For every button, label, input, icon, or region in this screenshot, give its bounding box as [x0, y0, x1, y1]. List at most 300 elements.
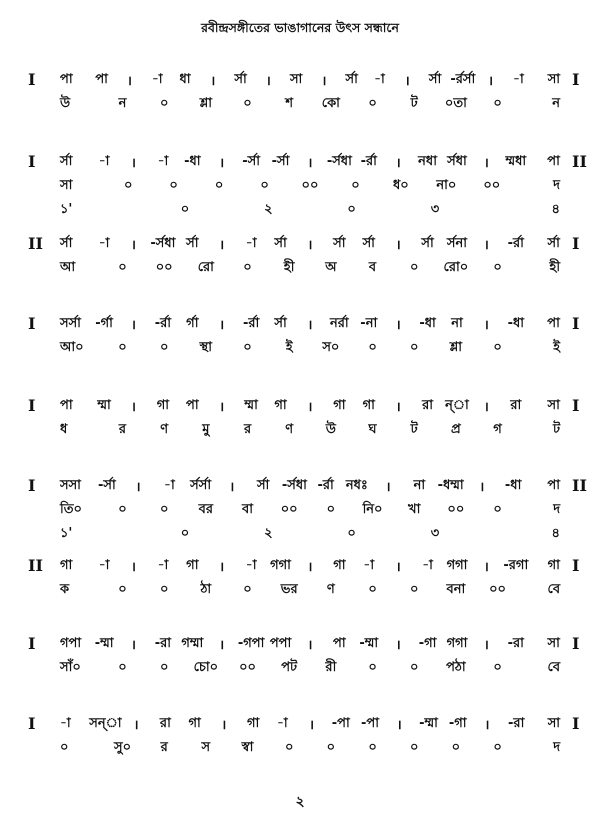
notation-token: ঠা: [200, 581, 212, 597]
bar-marker-left: I: [28, 476, 36, 495]
notation-token: -গা: [418, 635, 437, 651]
notation-token: -রা: [154, 635, 172, 651]
notation-token: ।: [126, 74, 132, 89]
bar-marker-left: I: [28, 634, 36, 653]
notation-token: -র্রর্সা: [450, 71, 476, 87]
notation-token: ০তা: [444, 95, 467, 111]
notation-token: ০: [409, 259, 419, 275]
notation-token: দ: [553, 177, 560, 193]
notation-token: রী: [325, 659, 337, 675]
notation-token: ।: [488, 74, 494, 89]
notation-token: ০: [326, 739, 336, 755]
notation-token: গ: [493, 421, 502, 437]
bar-marker-left: I: [28, 714, 36, 733]
notation-token: গা: [186, 557, 199, 573]
notation-token: উ: [60, 95, 71, 111]
notation-token: -পা: [361, 715, 380, 731]
notation-token: ।: [131, 400, 136, 415]
notation-token: ।: [483, 400, 489, 415]
notation-token: -রগা: [503, 557, 529, 573]
notation-token: -র্রা: [154, 315, 172, 331]
notation-token: র্সা: [186, 235, 199, 251]
notation-token: ০: [159, 501, 169, 517]
notation-token: ম্মধা: [505, 153, 527, 169]
notation-token: বর: [198, 501, 214, 517]
bar-marker-right: I: [572, 634, 580, 653]
notation-token: ।: [395, 560, 401, 575]
notation-token: ।: [229, 480, 235, 495]
notation-token: ০: [409, 739, 419, 755]
notation-token: স্থা: [199, 339, 213, 355]
notation-token: ৩: [430, 201, 440, 217]
bar-marker-left: II: [28, 234, 43, 253]
lyric-line: [60, 418, 560, 442]
notation-token: -া: [513, 71, 524, 87]
notation-token: ২: [264, 201, 273, 217]
notation-token: -র্রা: [360, 153, 377, 169]
notation-token: -র্সা: [97, 477, 116, 493]
swara-line: [60, 68, 560, 92]
notation-token: র: [243, 421, 252, 437]
notation-token: -া: [245, 557, 257, 573]
notation-token: গা: [274, 397, 287, 413]
notation-token: ।: [395, 318, 401, 333]
notation-token: তি০: [60, 501, 82, 517]
notation-token: ০: [493, 501, 502, 517]
notation-token: ০: [351, 177, 360, 193]
notation-token: ০: [493, 95, 502, 111]
notation-token: হী: [549, 259, 561, 275]
notation-token: ০০: [447, 501, 465, 517]
notation-token: পা: [95, 71, 108, 87]
notation-token: স০: [322, 339, 340, 355]
notation-token: র্সা: [547, 235, 560, 251]
swara-line: [60, 712, 560, 736]
notation-token: র্সা: [60, 153, 73, 169]
notation-token: শ: [285, 95, 294, 111]
notation-token: ৪: [551, 525, 560, 541]
notation-token: রা: [159, 715, 171, 731]
notation-token: সাঁ০: [60, 659, 81, 675]
lyric-line: [60, 92, 560, 116]
notation-token: ।: [395, 400, 401, 415]
notation-token: সা: [547, 397, 560, 413]
notation-token: ।: [479, 480, 485, 495]
notation-token: ০: [409, 581, 419, 597]
notation-token: ০: [368, 581, 377, 597]
notation-token: সা: [60, 177, 73, 193]
notation-token: -র্রা: [242, 315, 260, 331]
notation-token: ।: [131, 156, 136, 171]
notation-token: ।: [210, 74, 216, 89]
notation-token: -পা: [331, 715, 350, 731]
notation-token: শ্লা: [199, 95, 212, 111]
notation-token: র্সা: [428, 71, 442, 87]
notation-token: ।: [135, 480, 141, 495]
swara-line: [60, 474, 560, 498]
notation-token: র্সা: [60, 235, 73, 251]
notation-token: ০: [118, 581, 127, 597]
notation-token: রা: [510, 397, 522, 413]
notation-token: স্বা: [241, 739, 254, 755]
notation-token: র্সা: [274, 315, 287, 331]
notation-token: -ম্মা: [419, 715, 438, 731]
notation-token: ১': [60, 525, 73, 541]
notation-token: -ম্মা: [359, 635, 379, 651]
notation-token: ।: [483, 318, 489, 333]
swara-line: [60, 232, 560, 256]
notation-token: র: [118, 421, 127, 437]
notation-token: -ধম্মা: [437, 477, 464, 493]
notation-token: -না: [360, 315, 378, 331]
swara-line: [60, 150, 560, 174]
notation-token: ০: [368, 659, 377, 675]
lyric-line: [60, 656, 560, 680]
notation-token: ণ: [285, 421, 294, 437]
notation-token: ।: [321, 74, 327, 89]
notation-token: ০: [368, 95, 377, 111]
notation-token: ০: [260, 177, 269, 193]
notation-token: -া: [374, 71, 385, 87]
bar-marker-left: I: [28, 70, 36, 89]
lyric-line: [60, 336, 560, 360]
notation-token: অ: [325, 259, 337, 275]
notation-token: গা: [547, 557, 560, 573]
lyric-line: [60, 578, 560, 602]
notation-token: পঠা: [446, 659, 466, 675]
notation-token: ম্মা: [97, 397, 111, 413]
notation-token: ০০: [280, 501, 298, 517]
notation-token: ।: [307, 156, 313, 171]
notation-token: ।: [219, 560, 225, 575]
notation-token: -র্সধা: [326, 153, 352, 169]
notation-token: ণ: [160, 421, 169, 437]
notation-token: না: [451, 315, 463, 331]
notation-token: ।: [219, 238, 225, 253]
notation-token: ০: [159, 339, 169, 355]
notation-token: ।: [221, 718, 227, 733]
notation-token: র্সা: [256, 477, 270, 493]
notation-token: -া: [157, 557, 169, 573]
notation-token: ই: [553, 339, 561, 355]
bar-marker-right: II: [572, 152, 587, 171]
notation-token: -রা: [508, 715, 525, 731]
notation-token: ০: [118, 659, 127, 675]
notation-token: ০: [347, 525, 356, 541]
lyric-line: [60, 174, 560, 198]
notation-token: র্গা: [186, 315, 199, 331]
notation-token: বা: [242, 501, 254, 517]
notation-token: ।: [307, 400, 313, 415]
notation-token: ১': [60, 201, 73, 217]
notation-token: ।: [307, 238, 313, 253]
notation-token: -ম্মা: [94, 635, 114, 651]
notation-token: প্র: [451, 421, 461, 437]
bar-marker-left: I: [28, 396, 36, 415]
notation-token: বে: [547, 581, 561, 597]
notation-token: ০: [159, 581, 169, 597]
notation-token: ।: [395, 238, 401, 253]
notation-token: পট: [281, 659, 298, 675]
notation-token: ০: [451, 739, 461, 755]
notation-token: খা: [408, 501, 421, 517]
notation-token: -া: [363, 557, 375, 573]
notation-token: পা: [186, 397, 199, 413]
notation-token: ০: [243, 581, 252, 597]
notation-token: ০: [409, 339, 419, 355]
bar-marker-right: I: [572, 314, 580, 333]
notation-token: ।: [307, 638, 313, 653]
notation-token: -া: [245, 235, 257, 251]
notation-token: ০: [118, 501, 127, 517]
notation-token: গা: [333, 557, 346, 573]
notation-token: -র্সধা: [281, 477, 307, 493]
notation-token: ০: [243, 95, 252, 111]
notation-token: ০: [159, 659, 169, 675]
notation-token: ০: [118, 339, 127, 355]
notation-token: -ধা: [504, 477, 522, 493]
notation-token: ।: [131, 318, 136, 333]
notation-token: ৪: [551, 201, 560, 217]
notation-token: ০০: [239, 659, 256, 675]
notation-token: ০: [493, 659, 502, 675]
notation-token: ধা: [179, 71, 191, 87]
notation-token: পা: [547, 315, 560, 331]
notation-token: ই: [285, 339, 293, 355]
notation-token: ।: [404, 74, 410, 89]
notation-token: ০: [123, 177, 133, 193]
notation-token: দ: [553, 501, 561, 517]
notation-token: ।: [133, 718, 139, 733]
notation-token: -া: [151, 71, 163, 87]
notation-token: ।: [483, 238, 489, 253]
bar-marker-left: I: [28, 152, 36, 171]
notation-token: বনা: [446, 581, 466, 597]
notation-token: আ: [60, 259, 76, 275]
notation-token: ০: [326, 501, 336, 517]
notation-token: -র্সধা: [150, 235, 176, 251]
notation-token: ঘ: [368, 421, 377, 437]
lyric-line: [60, 736, 560, 760]
notation-token: গা: [156, 397, 170, 413]
notation-token: ।: [395, 638, 401, 653]
lyric-line: [60, 498, 560, 522]
swara-line: [60, 312, 560, 336]
notation-token: সা: [547, 715, 561, 731]
notation-token: র্সা: [274, 235, 287, 251]
notation-token: -রা: [507, 635, 524, 651]
notation-token: গগা: [270, 557, 291, 573]
notation-token: মু: [202, 421, 210, 437]
notation-token: ০: [368, 739, 377, 755]
notation-token: ০: [409, 659, 419, 675]
notation-token: ০: [159, 95, 169, 111]
notation-token: ২: [264, 525, 273, 541]
notation-token: ০: [60, 739, 69, 755]
notation-token: সু০: [113, 739, 132, 755]
notation-token: নধঃ: [345, 477, 368, 493]
bar-marker-right: I: [572, 714, 580, 733]
notation-token: আ০: [60, 339, 84, 355]
notation-token: গগা: [446, 635, 468, 651]
lyric-line: [60, 256, 560, 280]
notation-token: ০: [180, 201, 190, 217]
page-number: ২: [295, 794, 305, 810]
notation-token: পা: [60, 397, 73, 413]
notation-token: -র্রা: [317, 477, 334, 493]
notation-token: র্সনা: [446, 235, 468, 251]
page-title: রবীন্দ্রসঙ্গীতের ভাঙাগানের উৎস সন্ধানে: [201, 20, 399, 35]
notation-token: না০: [436, 177, 457, 193]
notation-token: ।: [483, 560, 489, 575]
notation-token: ০: [284, 739, 294, 755]
notation-token: ০: [368, 339, 377, 355]
notation-token: ।: [219, 156, 225, 171]
notation-token: ০: [493, 739, 502, 755]
notation-token: বে: [547, 659, 561, 675]
notation-token: পা: [547, 477, 560, 493]
notation-token: ব: [368, 259, 377, 275]
notation-token: র্সা: [234, 71, 247, 87]
notation-token: সসা: [60, 477, 81, 493]
notation-token: ।: [265, 74, 271, 89]
notation-token: -র্সা: [271, 153, 290, 169]
notation-token: -া: [98, 153, 110, 169]
notation-token: ।: [307, 318, 313, 333]
notation-token: ০: [493, 339, 502, 355]
notation-token: গা: [246, 715, 260, 731]
notation-token: ম্মা: [244, 397, 258, 413]
notation-token: গা: [362, 397, 375, 413]
notation-token: নধা: [418, 153, 437, 169]
bar-marker-left: II: [28, 556, 43, 575]
notation-token: গা: [188, 715, 201, 731]
notation-token: ।: [483, 156, 489, 171]
bar-marker-right: II: [572, 476, 587, 495]
bar-marker-left: I: [28, 314, 36, 333]
notation-token: ।: [309, 718, 315, 733]
notation-token: পপা: [269, 635, 292, 651]
bar-marker-right: I: [572, 396, 580, 415]
notation-token: -গা: [448, 715, 467, 731]
notation-token: নি০: [362, 501, 383, 517]
notation-token: হী: [283, 259, 295, 275]
notation-token: ০: [169, 177, 178, 193]
notation-token: ।: [484, 718, 490, 733]
notation-token: গম্মা: [181, 635, 204, 651]
notation-token: ০: [493, 259, 502, 275]
notation-token: ।: [483, 638, 489, 653]
notation-token: ট: [552, 421, 561, 437]
notation-token: -া: [60, 715, 71, 731]
notation-token: -গপা: [237, 635, 265, 651]
notation-token: ন: [552, 95, 561, 111]
notation-token: গপা: [60, 635, 82, 651]
notation-token: ০০: [483, 177, 501, 193]
notation-token: -া: [164, 477, 175, 493]
notation-token: ।: [219, 318, 225, 333]
tala-line: [60, 522, 560, 546]
notation-token: না: [413, 477, 426, 493]
notation-token: ।: [395, 156, 401, 171]
notation-token: সন্া: [89, 715, 122, 731]
notation-token: শ্লা: [449, 339, 463, 355]
notation-token: দ: [553, 739, 561, 755]
notation-token: র্সা: [333, 235, 346, 251]
notation-token: গগা: [446, 557, 468, 573]
notation-token: পা: [60, 71, 73, 87]
swara-line: [60, 632, 560, 656]
notation-token: -র্গা: [95, 315, 113, 331]
notation-token: নর্রা: [330, 315, 349, 331]
notation-token: গা: [333, 397, 346, 413]
notation-token: ট: [410, 421, 418, 437]
notation-token: সা: [547, 71, 561, 87]
notation-token: র্সর্সা: [190, 477, 212, 493]
notation-token: -া: [276, 715, 288, 731]
notation-token: গা: [60, 557, 73, 573]
notation-token: -র্রা: [507, 235, 524, 251]
notation-token: -া: [98, 235, 110, 251]
notation-token: ।: [396, 718, 402, 733]
notation-token: র্সধা: [447, 153, 467, 169]
notation-token: ন: [118, 95, 127, 111]
notation-token: চো০: [193, 659, 219, 675]
notation-token: -র্সা: [242, 153, 261, 169]
notation-token: ট: [410, 95, 418, 111]
notation-token: ০: [347, 201, 356, 217]
notation-token: পা: [547, 153, 560, 169]
notation-token: কো: [321, 95, 340, 111]
notation-token: ক: [60, 581, 70, 597]
notation-token: ০০: [155, 259, 173, 275]
notation-token: -া: [98, 557, 110, 573]
swara-line: [60, 394, 560, 418]
notation-token: সা: [289, 71, 303, 87]
notation-token: ০: [214, 177, 224, 193]
notation-token: ধ: [60, 421, 68, 437]
notation-token: ০০: [301, 177, 319, 193]
notation-token: রা: [422, 397, 434, 413]
notation-token: সা: [547, 635, 560, 651]
notation-token: র: [160, 739, 168, 755]
notation-token: উ: [325, 421, 336, 437]
notation-token: -ধা: [419, 315, 436, 331]
bar-marker-right: I: [572, 556, 580, 575]
notation-token: ণ: [326, 581, 335, 597]
notation-token: ধ০: [393, 177, 409, 193]
notation-token: স: [201, 739, 211, 755]
tala-line: [60, 198, 560, 222]
notation-token: র্সা: [421, 235, 434, 251]
notation-token: ০: [118, 259, 127, 275]
notation-token: ।: [131, 560, 136, 575]
notation-token: ।: [307, 560, 313, 575]
bar-marker-right: I: [572, 234, 580, 253]
notation-token: -া: [422, 557, 433, 573]
notation-token: রো: [197, 259, 214, 275]
notation-token: ।: [219, 400, 225, 415]
notation-token: ০: [243, 259, 252, 275]
notation-token: ভর: [280, 581, 298, 597]
notation-token: সর্সা: [60, 315, 81, 331]
notation-token: -ধা: [184, 153, 201, 169]
notation-token: -া: [157, 153, 169, 169]
notation-token: ০: [180, 525, 190, 541]
notation-token: র্সা: [362, 235, 375, 251]
notation-token: ০০: [489, 581, 506, 597]
notation-token: ।: [385, 480, 391, 495]
